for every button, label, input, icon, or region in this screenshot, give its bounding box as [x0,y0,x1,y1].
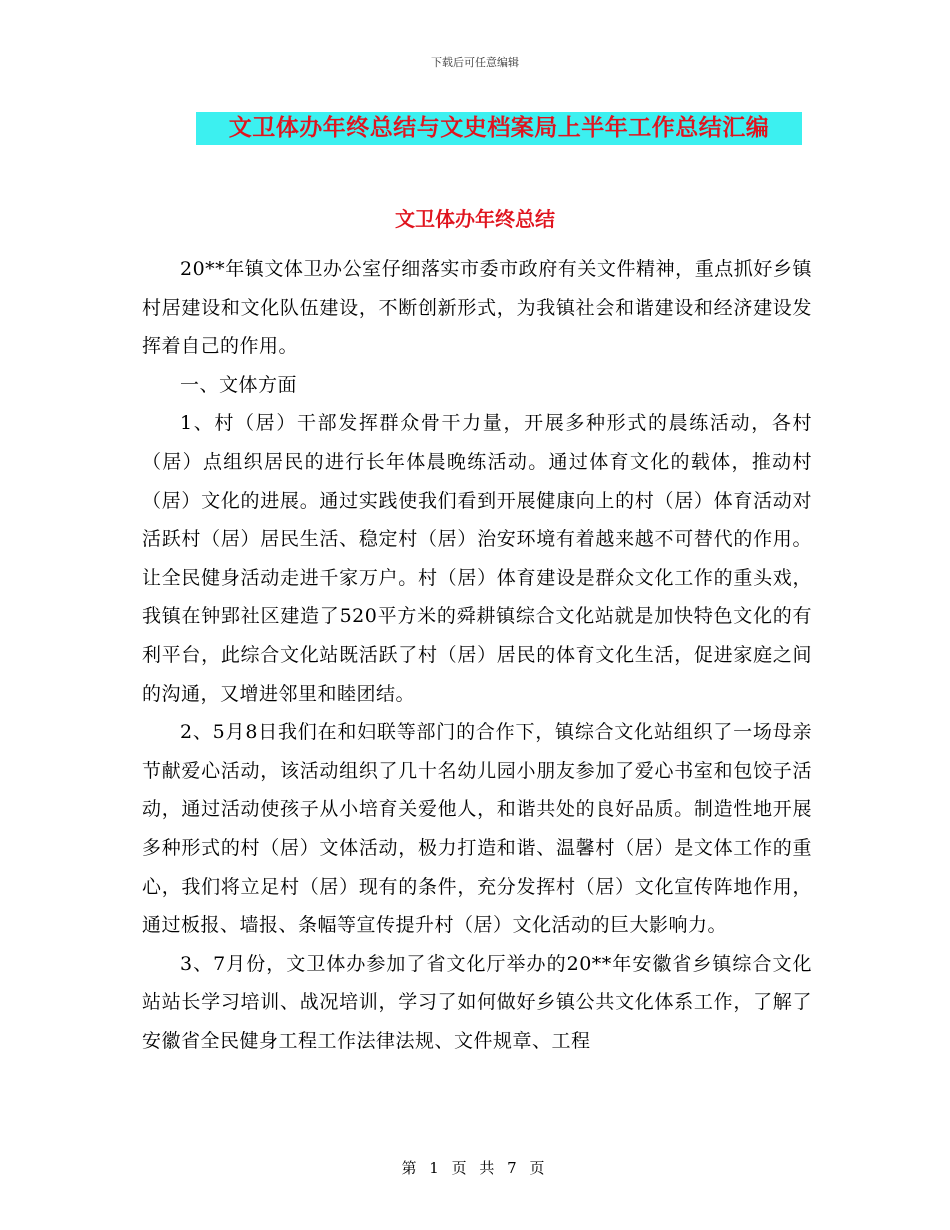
paragraph-intro: 20**年镇文体卫办公室仔细落实市委市政府有关文件精神，重点抓好乡镇村居建设和文化队伍建设，不断创新形式，为我镇社会和谐建设和经济建设发挥着自己的作用。 [142,258,812,358]
section-title: 文卫体办年终总结 [395,207,555,231]
heading-culture-sports: 一、文体方面 [180,373,298,396]
header-note: 下载后可任意编辑 [431,56,519,69]
paragraph-item-3: 3、7月份，文卫体办参加了省文化厅举办的20**年安徽省乡镇综合文化站站长学习培训、战况培训，学习了如何做好乡镇公共文化体系工作，了解了安徽省全民健身工程工作法律法规、文件规章、工程 [142,952,812,1052]
paragraph-item-2: 2、5月8日我们在和妇联等部门的合作下，镇综合文化站组织了一场母亲节献爱心活动，该活动组织了几十名幼儿园小朋友参加了爱心书室和包饺子活动，通过活动使孩子从小培育关爱他人，和谐共处的良好品质。制造性地开展多种形式的村（居）文体活动，极力打造和谐、温馨村（居）是文体工作的重心，我们将立足村（居）现有的条件，充分发挥村（居）文化宣传阵地作用，通过板报、墙报、条幅等宣传提升村（居）文化活动的巨大影响力。 [142,721,812,937]
page-footer: 第 1 页 共 7 页 [401,1159,549,1177]
paragraph-item-1: 1、村（居）干部发挥群众骨干力量，开展多种形式的晨练活动，各村（居）点组织居民的进行长年体晨晚练活动。通过体育文化的载体，推动村（居）文化的进展。通过实践使我们看到开展健康向上的村（居）体育活动对活跃村（居）居民生活、稳定村（居）治安环境有着越来越不可替代的作用。让全民健身活动走进千家万户。村（居）体育建设是群众文化工作的重头戏，我镇在钟郢社区建造了520平方米的舜耕镇综合文化站就是加快特色文化的有利平台，此综合文化站既活跃了村（居）居民的体育文化生活，促进家庭之间的沟通，又增进邻里和睦团结。 [142,412,812,705]
document-body [142,250,812,1060]
document-title: 文卫体办年终总结与文史档案局上半年工作总结汇编 [196,112,802,145]
